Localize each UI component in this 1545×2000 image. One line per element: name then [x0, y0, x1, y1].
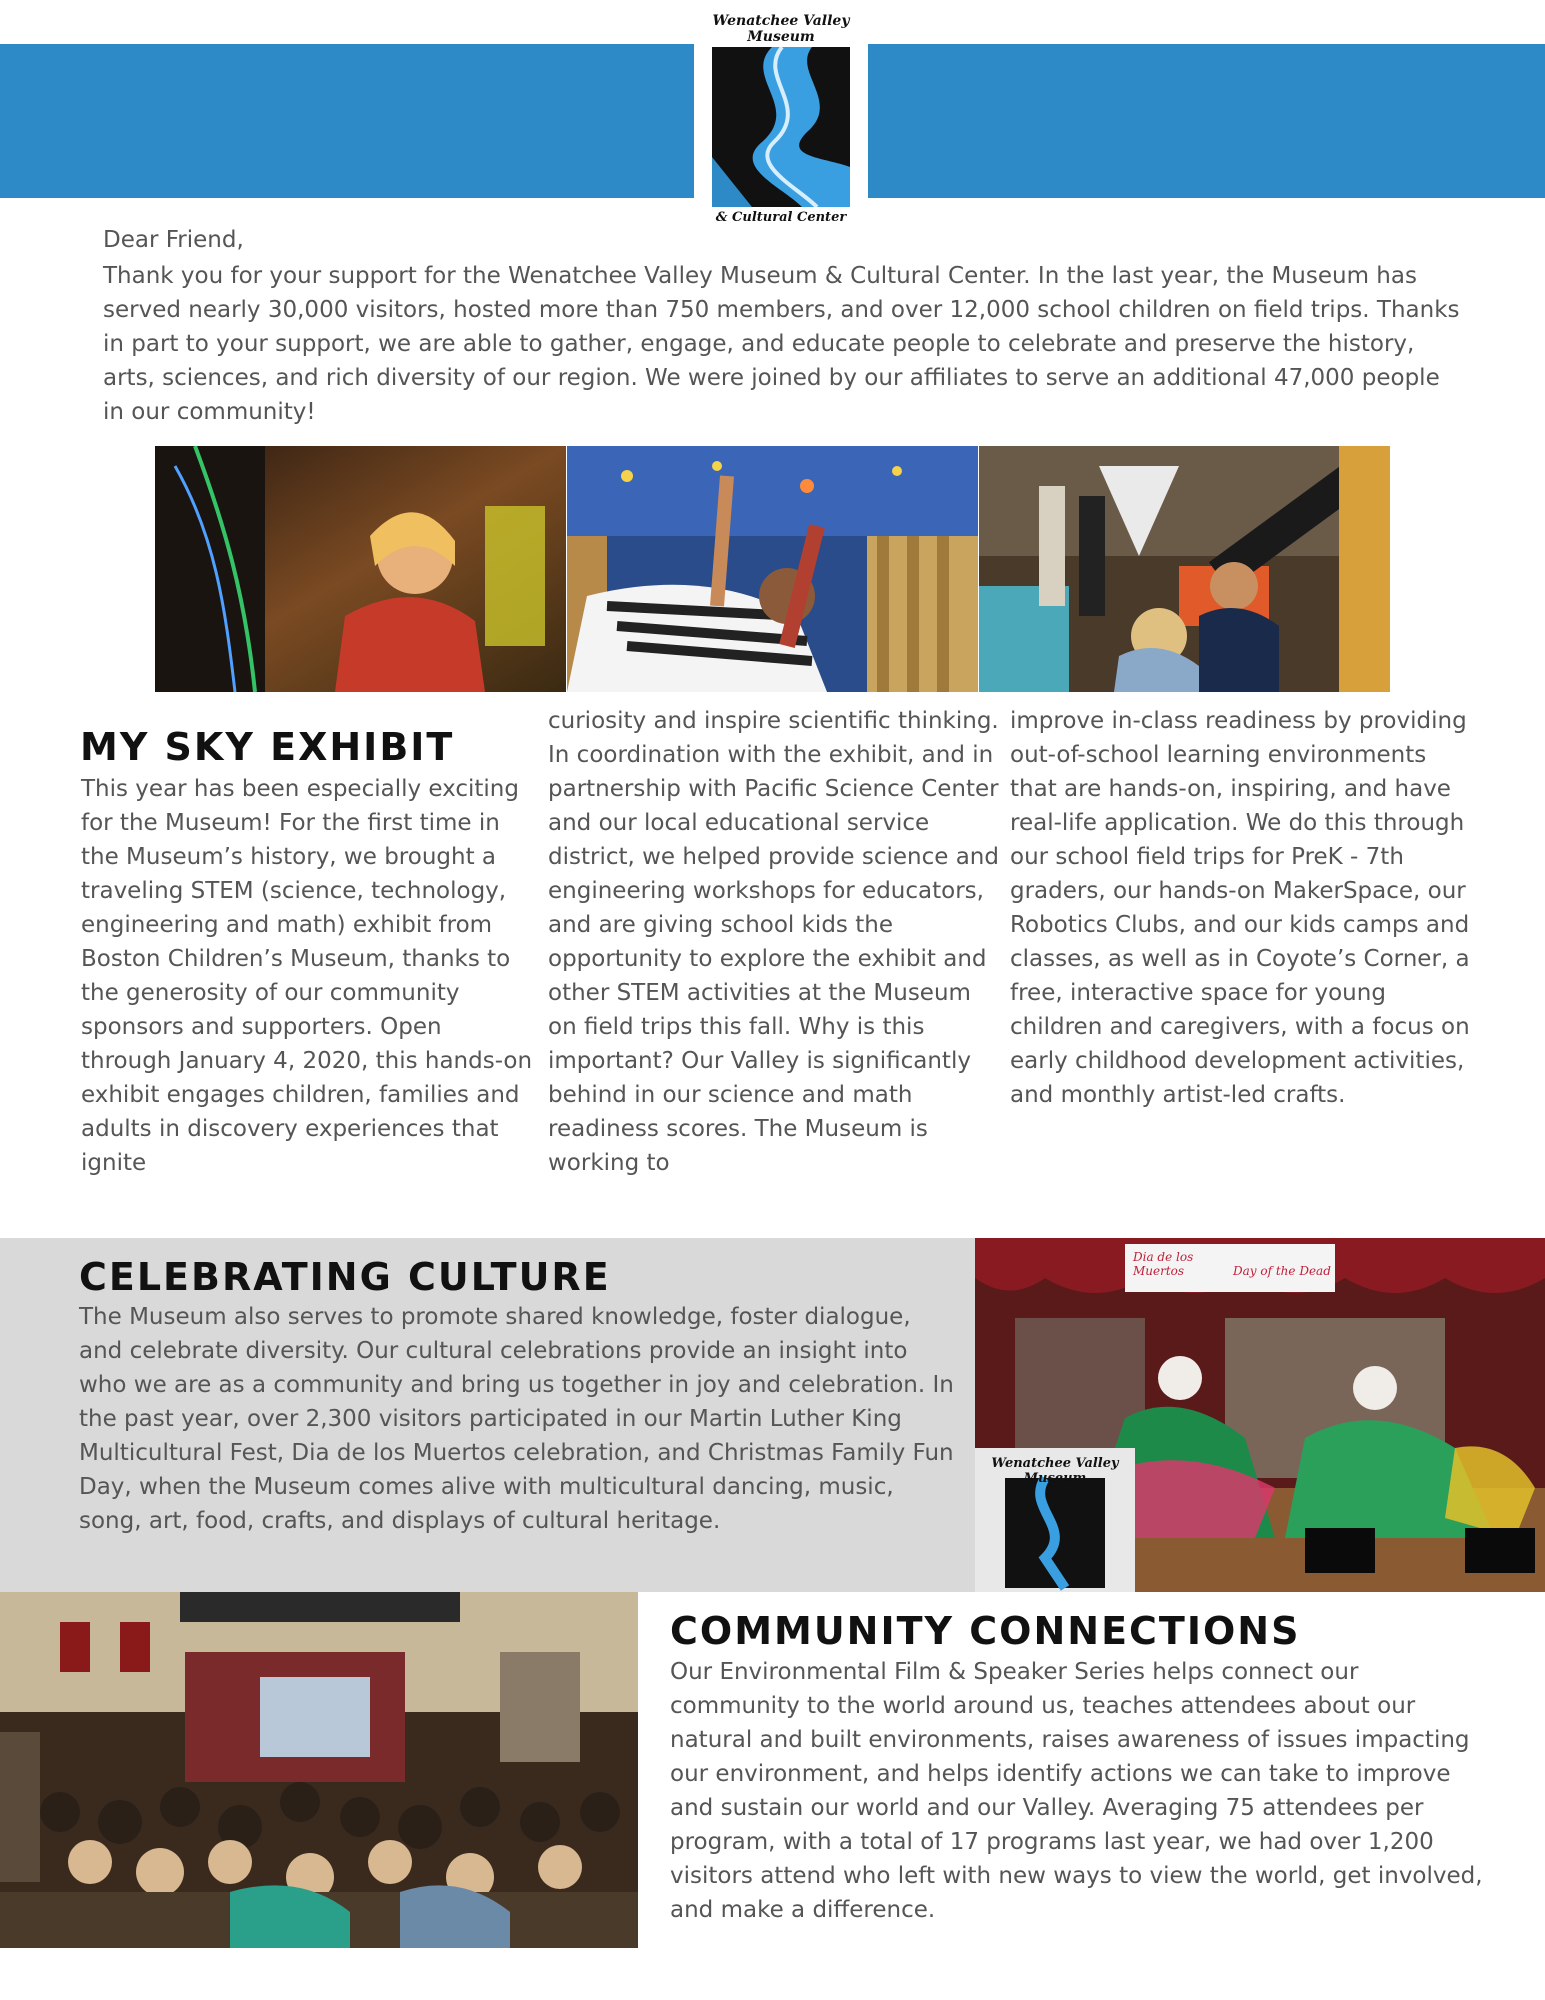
photo-child-light-wall: [155, 446, 566, 692]
culture-heading: CELEBRATING CULTURE: [79, 1255, 611, 1299]
sky-column-3: improve in-class readiness by providing out-of-school learning environments that are hands-on, inspiring, and have real-life application. We do this through our school field trips for PreK - 7th graders, our hands-on MakerSpace, our Robotics Clubs, and our kids camps and classes, as well as in Coyote’s Corner, a free, interactive space for young children and caregivers, with a focus on early childhood development activities, and monthly artist-led crafts.: [1010, 708, 1470, 1108]
community-heading: COMMUNITY CONNECTIONS: [670, 1609, 1301, 1653]
photo-film-series-audience: [0, 1592, 638, 1948]
photo-dia-de-los-muertos-dancers: [975, 1238, 1545, 1592]
sky-heading: MY SKY EXHIBIT: [80, 725, 455, 769]
photo-children-pointing-stars: [567, 446, 978, 692]
community-paragraph: Our Environmental Film & Speaker Series helps connect our community to the world around us, teaches attendees about our natural and built environments, raises awareness of issues impacting our environment, and helps identify actions we can take to improve and sustain our world and our Valley. Averaging 75 attendees per program, with a total of 17 programs last year, we had over 1,200 visitors attend who left with new ways to view the world, get involved, and make a difference.: [670, 1659, 1483, 1923]
museum-logo: [694, 7, 868, 233]
letter-greeting: Dear Friend,: [103, 227, 244, 253]
letter-paragraph: Thank you for your support for the Wenatchee Valley Museum & Cultural Center. In the last year, the Museum has served nearly 30,000 visitors, hosted more than 750 members, and over 12,000 school children on field trips. Thanks in part to your support, we are able to gather, engage, and educate people to celebrate and preserve the history, arts, sciences, and rich diversity of our region. We were joined by our affiliates to serve an additional 47,000 people in our community!: [103, 263, 1460, 425]
podium-logo-text: Wenatchee Valley Museum: [991, 1456, 1119, 1486]
photo-telescope-exhibit: [979, 446, 1390, 692]
logo-river-mark: [712, 47, 850, 207]
banner-text-2: Day of the Dead: [1233, 1264, 1331, 1278]
banner-text-1: Dia de los Muertos: [1133, 1250, 1194, 1278]
sky-column-1: This year has been especially exciting for the Museum! For the first time in the Museum’s history, we brought a traveling STEM (science, technology, engineering and math) exhibit from Boston Children’s Museum, thanks to the generosity of our community sponsors and supporters. Open through January 4, 2020, this hands-on exhibit engages children, families and adults in discovery experiences that ignite: [81, 776, 533, 1176]
logo-name-top: Wenatchee Valley Museum: [712, 13, 850, 45]
sky-column-2: curiosity and inspire scientific thinking. In coordination with the exhibit, and in partnership with Pacific Science Center and our local educational service district, we helped provide science and engineering workshops for educators, and are giving school kids the opportunity to explore the exhibit and other STEM activities at the Museum on field trips this fall. Why is this important? Our Valley is significantly behind in our science and math readiness scores. The Museum is working to: [548, 708, 999, 1176]
letter: [103, 223, 1463, 429]
logo-name-bottom: & Cultural Center: [715, 210, 847, 225]
culture-paragraph: The Museum also serves to promote shared knowledge, foster dialogue, and celebrate diversity. Our cultural celebrations provide an insight into who we are as a community and bring us together in joy and celebration. In the past year, over 2,300 visitors participated in our Martin Luther King Multicultural Fest, Dia de los Muertos celebration, and Christmas Family Fun Day, when the Museum comes alive with multicultural dancing, music, song, art, food, crafts, and displays of cultural heritage.: [79, 1304, 954, 1534]
